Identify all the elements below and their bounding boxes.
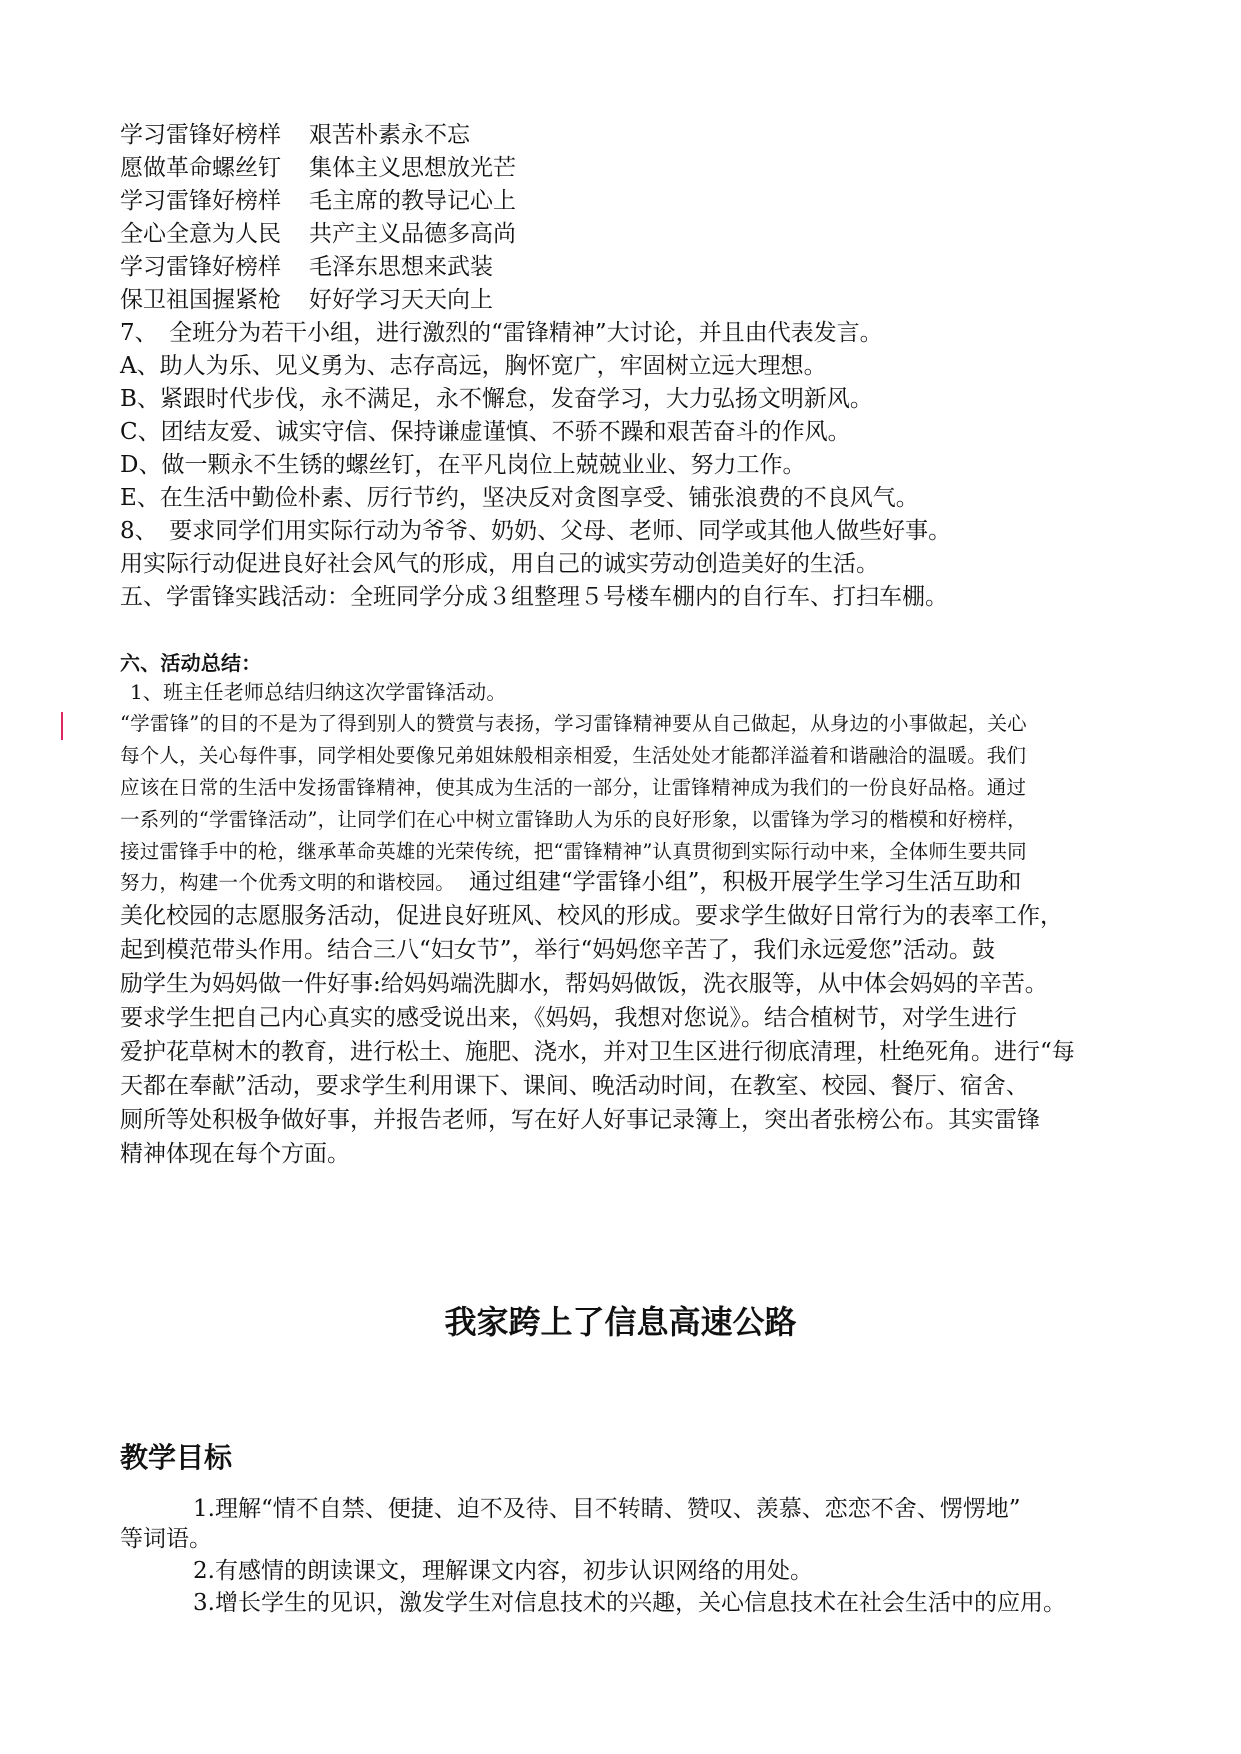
summary-mixed-large: 通过组建“学雷锋小组”，积极开展学生学习生活互助和 [468, 869, 1022, 895]
poem-line-b: 艰苦朴素永不忘 [309, 122, 470, 148]
summary-line: 励学生为妈妈做一件好事:给妈妈端洗脚水，帮妈妈做饭，洗衣服等，从中体会妈妈的辛苦。 [120, 971, 1048, 997]
section-5: 五、学雷锋实践活动：全班同学分成３组整理５号楼车棚内的自行车、打扫车棚。 [120, 584, 948, 610]
summary-line: 美化校园的志愿服务活动，促进良好班风、校风的形成。要求学生做好日常行为的表率工作， [120, 903, 1063, 929]
item-b: B、紧跟时代步伐，永不满足，永不懈怠，发奋学习，大力弘扬文明新风。 [120, 386, 873, 412]
poem-line [120, 219, 516, 249]
poem-line [120, 285, 493, 315]
item-8: 8、 要求同学们用实际行动为爷爷、奶奶、父母、老师、同学或其他人做些好事。 [120, 518, 952, 544]
poem-line-a: 学习雷锋好榜样 [120, 122, 281, 148]
summary-line: 每个人，关心每件事，同学相处要像兄弟姐妹般相亲相爱，生活处处才能都洋溢着和谐融洽的温暖。我们 [120, 744, 1027, 767]
summary-line: 天都在奉献”活动，要求学生利用课下、课间、晚活动时间，在教室、校园、餐厅、宿舍、 [120, 1073, 1029, 1099]
summary-line: 要求学生把自己内心真实的感受说出来，《妈妈，我想对您说》。结合植树节，对学生进行 [120, 1005, 1017, 1031]
poem-line-b: 好好学习天天向上 [309, 287, 493, 313]
item-a: A、助人为乐、见义勇为、志存高远，胸怀宽广，牢固树立远大理想。 [120, 353, 827, 379]
summary-line: 厕所等处积极争做好事，并报告老师，写在好人好事记录簿上，突出者张榜公布。其实雷锋 [120, 1107, 1040, 1133]
lesson-title: 我家跨上了信息高速公路 [444, 1303, 797, 1341]
summary-line: 起到模范带头作用。结合三八“妇女节”，举行“妈妈您辛苦了，我们永远爱您”活动。鼓 [120, 937, 996, 963]
item-7: 7、 全班分为若干小组，进行激烈的“雷锋精神”大讨论，并且由代表发言。 [120, 320, 883, 346]
goal-1-continued: 等词语。 [120, 1526, 212, 1552]
item-c: C、团结友爱、诚实守信、保持谦虚谨慎、不骄不躁和艰苦奋斗的作风。 [120, 419, 851, 445]
summary-line: 接过雷锋手中的枪，继承革命英雄的光荣传统，把“雷锋精神”认真贯彻到实际行动中来，全体师生要共同 [120, 840, 1027, 863]
summary-line: 精神体现在每个方面。 [120, 1141, 350, 1167]
item-e: E、在生活中勤俭朴素、厉行节约，坚决反对贪图享受、铺张浪费的不良风气。 [120, 485, 919, 511]
poem-line [120, 252, 493, 282]
summary-line: “学雷锋”的目的不是为了得到别人的赞赏与表扬，学习雷锋精神要从自己做起，从身边的小事做起，关心 [120, 712, 1027, 735]
section-6-point-1: 1、班主任老师总结归纳这次学雷锋活动。 [130, 680, 507, 704]
poem-line [120, 186, 516, 216]
summary-line: 一系列的“学雷锋活动”，让同学们在心中树立雷锋助人为乐的良好形象，以雷锋为学习的楷模和好榜样， [120, 808, 1027, 831]
teaching-goals-heading: 教学目标 [120, 1441, 233, 1474]
poem-line [120, 153, 516, 183]
poem-line [120, 120, 470, 150]
poem-line-b: 集体主义思想放光芒 [309, 155, 516, 181]
poem-line-b: 共产主义品德多高尚 [309, 221, 516, 247]
section-6-heading: 六、活动总结： [120, 651, 262, 675]
poem-line-a: 学习雷锋好榜样 [120, 254, 281, 280]
summary-line-mixed [120, 867, 1021, 898]
poem-line-a: 全心全意为人民 [120, 221, 281, 247]
goal-1: 1.理解“情不自禁、便捷、迫不及待、目不转睛、赞叹、羡慕、恋恋不舍、愣愣地” [193, 1496, 1021, 1522]
poem-line-b: 毛主席的教导记心上 [309, 188, 516, 214]
item-d: D、做一颗永不生锈的螺丝钉，在平凡岗位上兢兢业业、努力工作。 [120, 452, 806, 478]
poem-line-a: 学习雷锋好榜样 [120, 188, 281, 214]
summary-line: 应该在日常的生活中发扬雷锋精神，使其成为生活的一部分，让雷锋精神成为我们的一份良好品格。通过 [120, 776, 1027, 799]
goal-3: 3.增长学生的见识，激发学生对信息技术的兴趣，关心信息技术在社会生活中的应用。 [193, 1590, 1066, 1616]
goal-2: 2.有感情的朗读课文，理解课文内容，初步认识网络的用处。 [193, 1558, 813, 1584]
text-cursor-mark [61, 712, 63, 740]
poem-line-a: 愿做革命螺丝钉 [120, 155, 281, 181]
item-8-continued: 用实际行动促进良好社会风气的形成，用自己的诚实劳动创造美好的生活。 [120, 551, 879, 577]
poem-line-a: 保卫祖国握紧枪 [120, 287, 281, 313]
poem-line-b: 毛泽东思想来武装 [309, 254, 493, 280]
summary-line: 爱护花草树木的教育，进行松土、施肥、浇水，并对卫生区进行彻底清理，杜绝死角。进行“每 [120, 1039, 1075, 1065]
summary-mixed-small: 努力，构建一个优秀文明的和谐校园。 [120, 871, 455, 894]
